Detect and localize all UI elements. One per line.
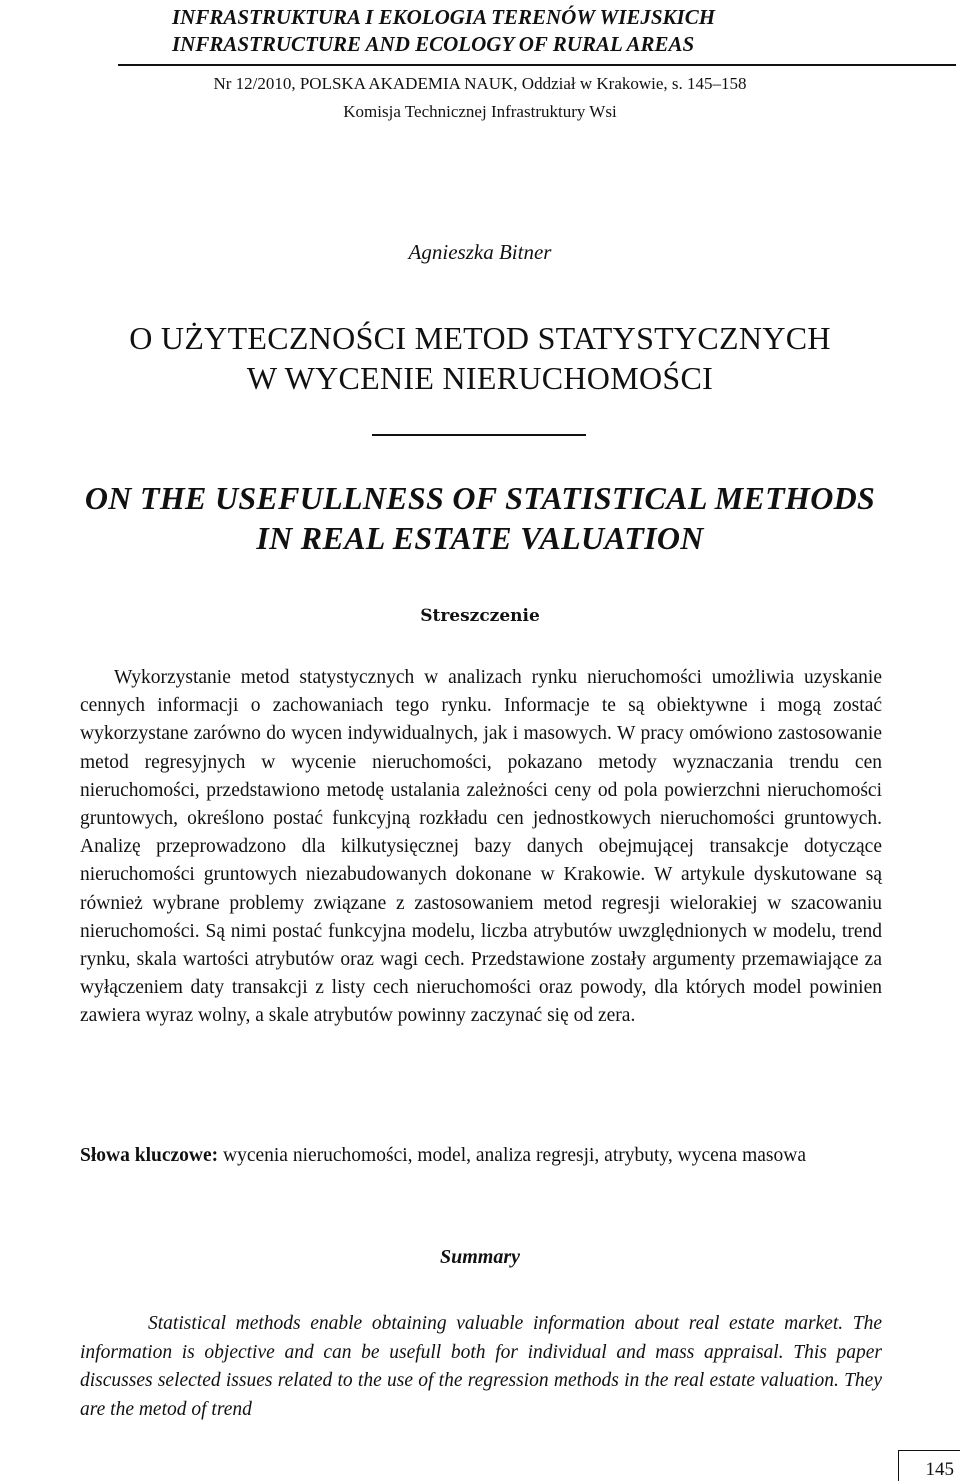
abstract-heading: Streszczenie [420,606,540,626]
committee-line: Komisja Technicznej Infrastruktury Wsi [343,102,617,121]
title-polish-line2: W WYCENIE NIERUCHOMOŚCI [246,360,714,396]
title-english-line2: IN REAL ESTATE VALUATION [256,520,704,556]
summary-text: Statistical methods enable obtaining valuable information about real estate market. The information is objective and can be usefull both for individual and mass appraisal. This paper discusses selected issues related to the use of the regression methods in the real estate valuation. They are the metod of trend [80,1313,882,1420]
author-name: Agnieszka Bitner [408,240,552,264]
journal-title-en: INFRASTRUCTURE AND ECOLOGY OF RURAL AREAS [172,32,695,56]
keywords-label: Słowa kluczowe: [80,1145,219,1166]
title-english [0,478,960,558]
title-english-line1: ON THE USEFULLNESS OF STATISTICAL METHODS [84,480,876,516]
page-number-box [898,1450,960,1481]
journal-title [172,4,715,58]
keywords-text: wycenia nieruchomości, model, analiza regresji, atrybuty, wycena masowa [223,1145,806,1166]
title-separator [372,434,586,436]
header-rule [118,64,956,66]
journal-title-pl: INFRASTRUKTURA I EKOLOGIA TERENÓW WIEJSKICH [172,5,716,29]
keywords [80,1142,882,1170]
page-number: 145 [925,1459,954,1480]
issue-line: Nr 12/2010, POLSKA AKADEMIA NAUK, Oddział w Krakowie, s. 145–158 [213,74,747,93]
abstract-text: Wykorzystanie metod statystycznych w analizach rynku nieruchomości umożliwia uzyskanie cennych informacji o zachowaniach tego rynku. Informacje te są obiektywne i mogą zostać wykorzystane zarówno do wycen indywidualnych, jak i masowych. W pracy omówiono zastosowanie metod regresyjnych w wycenie nieruchomości, pokazano metody wyznaczania trendu cen nieruchomości, przedstawiono metodę ustalania zależności ceny od pola powierzchni nieruchomości gruntowych, określono postać funkcyjną rozkładu cen jednostkowych nieruchomości gruntowych. Analizę przeprowadzono dla kilkutysięcznej bazy danych obejmującej transakcje dotyczące nieruchomości gruntowych niezabudowanych dokonane w Krakowie. W artykule dyskutowane są również wybrane problemy związane z zastosowaniem metod regresji wielorakiej w szacowaniu nieruchomości. Są nimi postać funkcyjna modelu, liczba atrybutów uwzględnionych w modelu, trend rynku, skala wartości atrybutów oraz wagi cech. Przedstawione zostały argumenty przemawiające za wyłączeniem daty transakcji z listy cech nieruchomości oraz powody, dla których model powinien zawiera wyraz wolny, a skale atrybutów powinny zaczynać się od zera. [80,667,882,1027]
title-polish-line1: O UŻYTECZNOŚCI METOD STATYSTYCZNYCH [129,320,831,356]
summary-heading: Summary [439,1246,521,1268]
title-polish [0,318,960,398]
